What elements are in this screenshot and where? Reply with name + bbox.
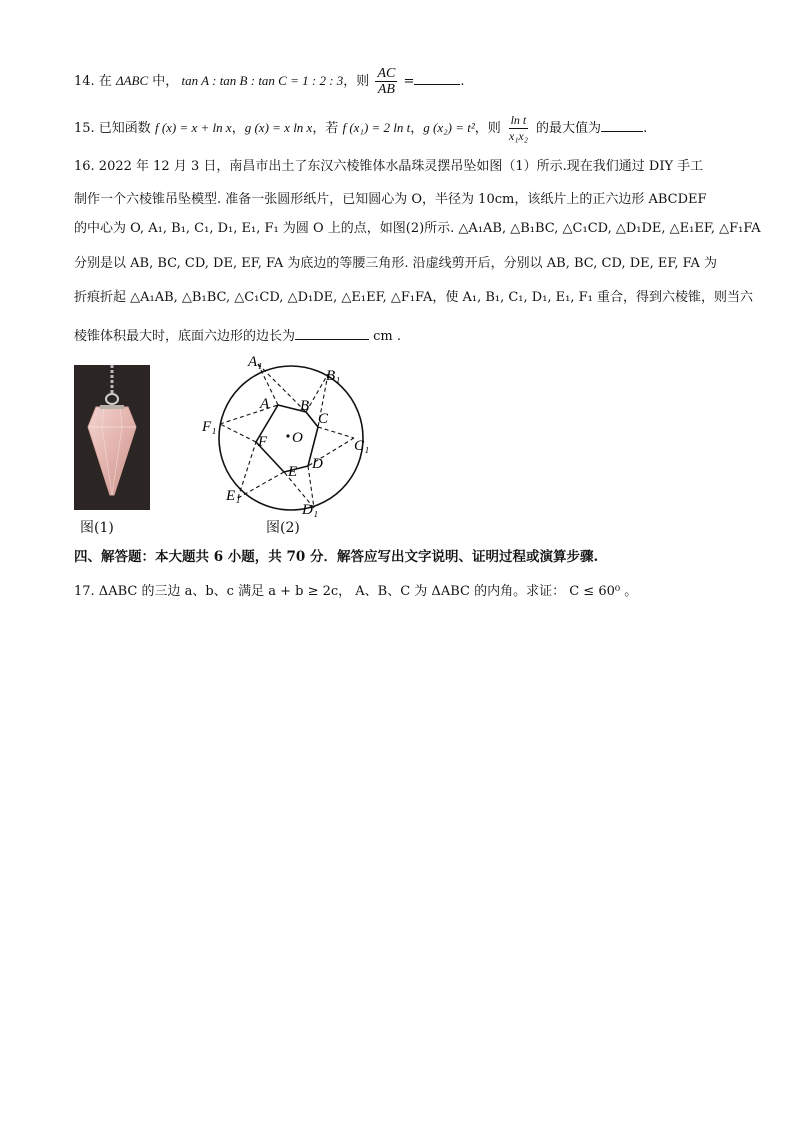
figure-1-caption: 图(1): [80, 520, 114, 536]
fraction-lnt-x1x2: $\frac{\text{ln t}}{\text{x₁x₂}}$: [508, 113, 528, 143]
label-f1: F₁: [202, 419, 217, 435]
answer-blank: [414, 84, 460, 85]
question-16-line-5: 折痕折起 △A₁AB, △B₁BC, △C₁CD, △D₁DE, △E₁EF, △F₁FA，使 A₁, B₁, C₁, D₁, E₁, F₁ 重合，得到六棱锥，则当六: [74, 290, 754, 305]
center-label: O: [292, 430, 303, 446]
question-17: 17. ΔABC 的三边 a、b、c 满足 a + b ≥ 2c， A、B、C 为 ΔABC 的内角。求证： C ≤ 60⁰ 。: [74, 584, 638, 599]
center-point: [286, 434, 289, 437]
label-f: F: [258, 434, 268, 450]
answer-blank: [295, 339, 369, 340]
question-16-line-6: 棱锥体积最大时，底面六边形的边长为 cm .: [74, 329, 402, 344]
question-16-line-4: 分别是以 AB, BC, CD, DE, EF, FA 为底边的等腰三角形. 沿虚线剪开后，分别以 AB, BC, CD, DE, EF, FA 为: [74, 256, 718, 271]
dashed-edge: [318, 427, 354, 438]
label-b: B: [300, 398, 310, 414]
fraction-ac-ab: $\frac{AC}{AB}$: [377, 66, 396, 97]
label-e: E: [288, 464, 298, 480]
dashed-edge: [306, 374, 328, 412]
question-16-line-2: 制作一个六棱锥吊坠模型. 准备一张圆形纸片，已知圆心为 O，半径为 10cm，该纸片上的正六边形 ABCDEF: [74, 192, 707, 207]
section-4-heading: 四、解答题：本大题共 6 小题，共 70 分．解答应写出文字说明、证明过程或演算步骤.: [74, 549, 599, 565]
question-16-line-3: 的中心为 O, A₁, B₁, C₁, D₁, E₁, F₁ 为圆 O 上的点，如图(2)所示. △A₁AB, △B₁BC, △C₁CD, △D₁DE, △E₁EF, △F₁FA: [74, 221, 761, 236]
figure-2-caption: 图(2): [266, 520, 300, 536]
question-15: 15. 已知函数 f (x) = x + ln x，g (x) = x ln x，若 f (x₁) = 2 ln t，g (x₂) = t²，则 $\frac{\text{ln t}}{\text{x₁x₂}}$ 的最大值为 .: [74, 113, 648, 143]
label-a1: A₁: [248, 354, 263, 370]
label-b1: B₁: [326, 368, 341, 384]
pendant-photo: [74, 365, 150, 510]
dashed-edge: [220, 424, 256, 442]
question-14: 14. 在 ΔABC 中， tan A : tan B : tan C = 1 : 2 : 3，则 $\frac{AC}{AB}$ = .: [74, 66, 465, 97]
hexagon-star-diagram: [196, 350, 386, 525]
label-c: C: [318, 411, 329, 427]
geometry-figure: [196, 350, 386, 529]
label-d1: D₁: [302, 502, 319, 518]
answer-blank: [601, 131, 643, 132]
label-a: A: [260, 396, 270, 412]
label-d: D: [312, 456, 323, 472]
label-c1: C₁: [354, 438, 370, 454]
question-16-line-1: 16. 2022 年 12 月 3 日，南昌市出土了东汉六棱锥体水晶珠灵摆吊坠如图（1）所示.现在我们通过 DIY 手工: [74, 159, 704, 174]
label-e1: E₁: [226, 488, 241, 504]
